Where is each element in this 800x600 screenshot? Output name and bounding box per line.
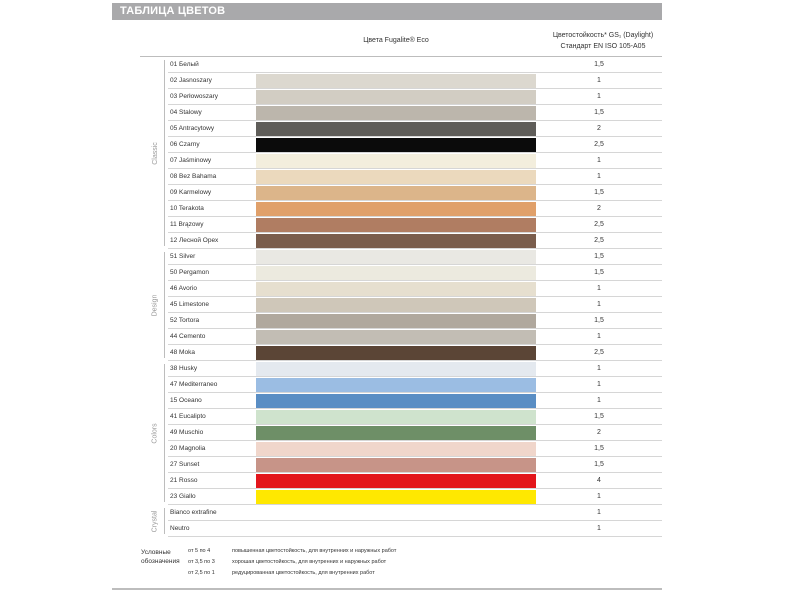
fastness-value: 1	[597, 397, 601, 404]
color-name: 44 Cemento	[170, 333, 206, 340]
color-row	[168, 425, 662, 441]
color-name: 11 Brązowy	[170, 221, 204, 228]
colors-column-header: Цвета Fugalite® Eco	[363, 37, 429, 44]
legend-item	[188, 548, 396, 554]
color-row	[168, 73, 662, 89]
color-swatch	[256, 394, 536, 408]
color-row	[168, 121, 662, 137]
color-row	[168, 201, 662, 217]
legend-item	[188, 570, 375, 576]
color-row	[168, 137, 662, 153]
legend-item	[188, 559, 386, 565]
legend-title	[141, 548, 180, 566]
color-swatch	[256, 362, 536, 376]
page-title: ТАБЛИЦА ЦВЕТОВ	[112, 3, 662, 20]
color-row	[168, 233, 662, 249]
legend-title-line2: обозначения	[141, 558, 180, 565]
fastness-value: 1	[597, 381, 601, 388]
group-divider	[164, 508, 165, 534]
legend-title-line1: Условные	[141, 549, 171, 556]
fastness-header-line1: Цветостойкость* GS₁ (Daylight)	[552, 32, 654, 39]
color-swatch	[256, 458, 536, 472]
color-swatch	[256, 154, 536, 168]
color-swatch	[256, 378, 536, 392]
fastness-value: 1,5	[594, 61, 604, 68]
color-row	[168, 217, 662, 233]
fastness-value: 2	[597, 429, 601, 436]
color-name: 15 Oceano	[170, 397, 202, 404]
color-swatch	[256, 186, 536, 200]
fastness-value: 1,5	[594, 269, 604, 276]
color-row	[168, 393, 662, 409]
color-name: 06 Czarny	[170, 141, 200, 148]
color-row	[168, 265, 662, 281]
fastness-value: 1	[597, 509, 601, 516]
color-swatch	[256, 250, 536, 264]
fastness-value: 1	[597, 173, 601, 180]
fastness-value: 1,5	[594, 189, 604, 196]
color-name: 38 Husky	[170, 365, 198, 372]
color-swatch	[256, 314, 536, 328]
fastness-value: 1,5	[594, 445, 604, 452]
fastness-value: 1,5	[594, 317, 604, 324]
color-swatch	[256, 58, 536, 72]
color-name: 48 Moka	[170, 349, 195, 356]
color-name: 47 Mediterraneo	[170, 381, 218, 388]
color-name: 27 Sunset	[170, 461, 200, 468]
legend-text: хорошая цветостойкость, для внутренних и наружных работ	[232, 559, 387, 565]
group-divider	[164, 252, 165, 358]
fastness-value: 1	[597, 285, 601, 292]
color-name: 08 Bez Bahama	[170, 173, 217, 180]
color-swatch	[256, 410, 536, 424]
color-name: 46 Avorio	[170, 285, 197, 292]
color-swatch	[256, 490, 536, 504]
color-row	[168, 521, 662, 537]
fastness-value: 1	[597, 157, 601, 164]
color-name: 41 Eucalipto	[170, 413, 206, 420]
color-name: 12 Лесной Орех	[170, 237, 219, 244]
color-name: 52 Tortora	[170, 317, 200, 324]
color-name: 51 Silver	[170, 253, 196, 260]
color-name: 09 Karmelowy	[170, 189, 212, 196]
fastness-value: 1,5	[594, 253, 604, 260]
color-row	[168, 505, 662, 521]
group-label	[146, 361, 164, 505]
color-row	[168, 185, 662, 201]
color-row	[168, 409, 662, 425]
group-divider	[164, 364, 165, 502]
color-name: 20 Magnolia	[170, 445, 206, 452]
color-row	[168, 377, 662, 393]
group-label-text: Crystal	[151, 510, 159, 532]
color-swatch	[256, 506, 536, 520]
color-swatch	[256, 234, 536, 248]
color-row	[168, 57, 662, 73]
color-name: 02 Jasnoszary	[170, 77, 212, 84]
color-name: 50 Pergamon	[170, 269, 210, 276]
fastness-value: 1	[597, 493, 601, 500]
color-row	[168, 297, 662, 313]
color-name: 03 Perłowoszary	[170, 93, 219, 100]
color-swatch	[256, 282, 536, 296]
color-row	[168, 473, 662, 489]
fastness-value: 1	[597, 301, 601, 308]
fastness-value: 1	[597, 365, 601, 372]
color-row	[168, 457, 662, 473]
color-swatch	[256, 218, 536, 232]
color-row	[168, 249, 662, 265]
fastness-value: 2,5	[594, 141, 604, 148]
fastness-value: 1,5	[594, 109, 604, 116]
color-row	[168, 105, 662, 121]
fastness-column-header	[548, 30, 658, 52]
group-label-text: Classic	[151, 141, 159, 165]
color-swatch	[256, 442, 536, 456]
color-name: 07 Jaśminowy	[170, 157, 212, 164]
color-swatch	[256, 138, 536, 152]
color-swatch	[256, 522, 536, 536]
color-name: 45 Limestone	[170, 301, 210, 308]
color-row	[168, 345, 662, 361]
legend-range: от 5 по 4	[188, 548, 211, 554]
color-row	[168, 489, 662, 505]
fastness-value: 4	[597, 477, 601, 484]
color-swatch	[256, 74, 536, 88]
color-name: 05 Antracytowy	[170, 125, 215, 132]
color-row	[168, 313, 662, 329]
fastness-value: 2,5	[594, 237, 604, 244]
color-swatch	[256, 266, 536, 280]
color-name: 23 Giallo	[170, 493, 196, 500]
color-name: 04 Stalowy	[170, 109, 202, 116]
fastness-value: 1	[597, 333, 601, 340]
bottom-divider	[112, 588, 662, 590]
fastness-value: 2,5	[594, 221, 604, 228]
color-row	[168, 169, 662, 185]
color-name: 49 Muschio	[170, 429, 204, 436]
fastness-value: 2	[597, 125, 601, 132]
color-swatch	[256, 90, 536, 104]
color-swatch	[256, 106, 536, 120]
color-row	[168, 281, 662, 297]
color-swatch	[256, 298, 536, 312]
color-row	[168, 329, 662, 345]
color-name: Bianco extrafine	[170, 509, 217, 516]
fastness-value: 1	[597, 525, 601, 532]
legend-text: повышенная цветостойкость, для внутренних и наружных работ	[232, 548, 397, 554]
fastness-value: 1	[597, 93, 601, 100]
color-row	[168, 153, 662, 169]
legend-text: редуцированная цветостойкость, для внутренних работ	[232, 570, 375, 576]
fastness-value: 2,5	[594, 349, 604, 356]
color-swatch	[256, 330, 536, 344]
fastness-value: 2	[597, 205, 601, 212]
group-divider	[164, 60, 165, 246]
color-swatch	[256, 122, 536, 136]
legend-range: от 3,5 по 3	[188, 559, 215, 565]
color-row	[168, 361, 662, 377]
color-swatch	[256, 202, 536, 216]
color-row	[168, 441, 662, 457]
color-name: Neutro	[170, 525, 190, 532]
group-label-text: Colors	[151, 422, 159, 444]
group-label	[146, 505, 164, 537]
color-name: 10 Terakota	[170, 205, 204, 212]
fastness-value: 1,5	[594, 461, 604, 468]
color-swatch	[256, 170, 536, 184]
color-swatch	[256, 426, 536, 440]
color-swatch	[256, 474, 536, 488]
fastness-value: 1	[597, 77, 601, 84]
group-label	[146, 249, 164, 361]
fastness-header-line2: Стандарт EN ISO 105-A05	[560, 43, 646, 50]
color-swatch	[256, 346, 536, 360]
color-name: 21 Rosso	[170, 477, 198, 484]
color-row	[168, 89, 662, 105]
legend-range: от 2,5 по 1	[188, 570, 215, 576]
color-name: 01 Белый	[170, 61, 199, 68]
group-label	[146, 57, 164, 249]
fastness-value: 1,5	[594, 413, 604, 420]
group-label-text: Design	[151, 294, 159, 316]
